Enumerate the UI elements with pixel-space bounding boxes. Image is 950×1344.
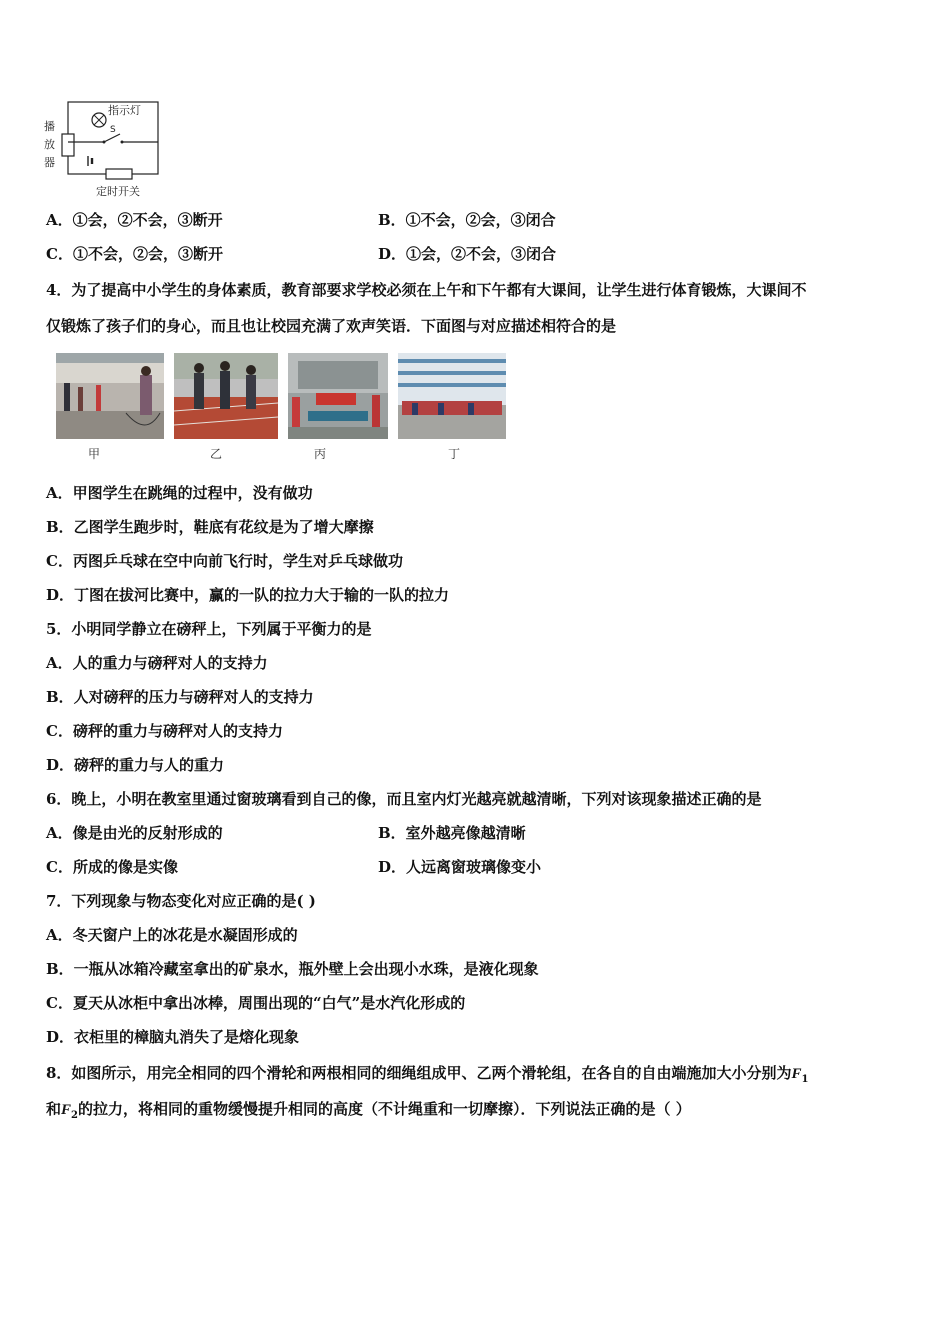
photo-label-ding: 丁 [448,447,461,461]
player-icon [62,134,74,156]
q8-stem-line1 [46,1063,808,1090]
q4-option-a: A．甲图学生在跳绳的过程中，没有做功 [46,484,313,502]
player-label-3: 器 [44,156,55,169]
q8-f2-sub: 2 [71,1110,78,1121]
q4-stem-line2: 仅锻炼了孩子们的身心，而且也让校园充满了欢声笑语．下面图与对应描述相符合的是 [46,317,617,335]
photo-label-yi: 乙 [210,447,223,461]
player-label-1: 播 [44,120,55,133]
photo-tug-of-war [398,353,506,439]
q4-option-d: D．丁图在拔河比赛中，赢的一队的拉力大于输的一队的拉力 [46,586,450,604]
q5-option-c: C．磅秤的重力与磅秤对人的支持力 [46,722,283,740]
q4-option-b: B．乙图学生跑步时，鞋底有花纹是为了增大摩擦 [46,518,374,536]
q5-stem: 5．小明同学静立在磅秤上，下列属于平衡力的是 [46,620,372,638]
photo-running [174,353,278,439]
q3-option-a: A．①会，②不会，③断开 [46,211,223,229]
switch-icon [104,134,120,142]
q6-option-d: D．人远离窗玻璃像变小 [378,858,542,876]
q4-photos [54,353,514,468]
photo-jump-rope [56,353,164,439]
lamp-label: 指示灯 [108,104,141,117]
q4-option-c: C．丙图乒乓球在空中向前飞行时，学生对乒乓球做功 [46,552,403,570]
photo-ping-pong [288,353,388,439]
player-label-2: 放 [44,138,55,151]
q3-option-b: B．①不会，②会，③闭合 [378,211,556,229]
q7-option-b: B．一瓶从冰箱冷藏室拿出的矿泉水，瓶外壁上会出现小水珠，是液化现象 [46,960,539,978]
q8-stem-text1: 8．如图所示，用完全相同的四个滑轮和两根相同的细绳组成甲、乙两个滑轮组，在各自的自由端施加大小分别为 [46,1064,792,1082]
q6-option-b: B．室外越亮像越清晰 [378,824,526,842]
q6-option-c: C．所成的像是实像 [46,858,178,876]
q7-stem: 7．下列现象与物态变化对应正确的是( ) [46,892,316,910]
q3-option-c: C．①不会，②会，③断开 [46,245,223,263]
q8-f1-sub: 1 [801,1074,809,1085]
photo-label-bing: 丙 [314,447,327,461]
timer-label: 定时开关 [96,185,140,198]
q8-f1: F [791,1066,802,1082]
q8-stem-line2 [46,1099,691,1126]
photo-label-jia: 甲 [88,447,101,461]
q7-option-a: A．冬天窗户上的冰花是水凝固形成的 [46,926,298,944]
q5-option-b: B．人对磅秤的压力与磅秤对人的支持力 [46,688,314,706]
q6-stem: 6．晚上，小明在教室里通过窗玻璃看到自己的像，而且室内灯光越亮就越清晰，下列对该现象描述正确的是 [46,790,762,808]
switch-label: S [110,125,116,135]
q6-option-a: A．像是由光的反射形成的 [46,824,223,842]
q5-option-a: A．人的重力与磅秤对人的支持力 [46,654,268,672]
q5-option-d: D．磅秤的重力与人的重力 [46,756,225,774]
q8-f2: F [61,1102,72,1118]
q3-option-d: D．①会，②不会，③闭合 [378,245,557,263]
q7-option-d: D．衣柜里的樟脑丸消失了是熔化现象 [46,1028,300,1046]
q8-stem-text2a: 和 [46,1100,62,1118]
q4-stem-line1: 4．为了提高中小学生的身体素质，教育部要求学校必须在上午和下午都有大课间，让学生进行体育锻炼，大课间不 [46,281,807,299]
q7-option-c: C．夏天从冰柜中拿出冰棒，周围出现的“白气”是水汽化形成的 [46,994,466,1012]
timer-switch-icon [106,169,132,179]
q8-stem-text2b: 的拉力，将相同的重物缓慢提升相同的高度（不计绳重和一切摩擦）．下列说法正确的是（ ） [78,1100,691,1118]
circuit-diagram [44,96,174,200]
